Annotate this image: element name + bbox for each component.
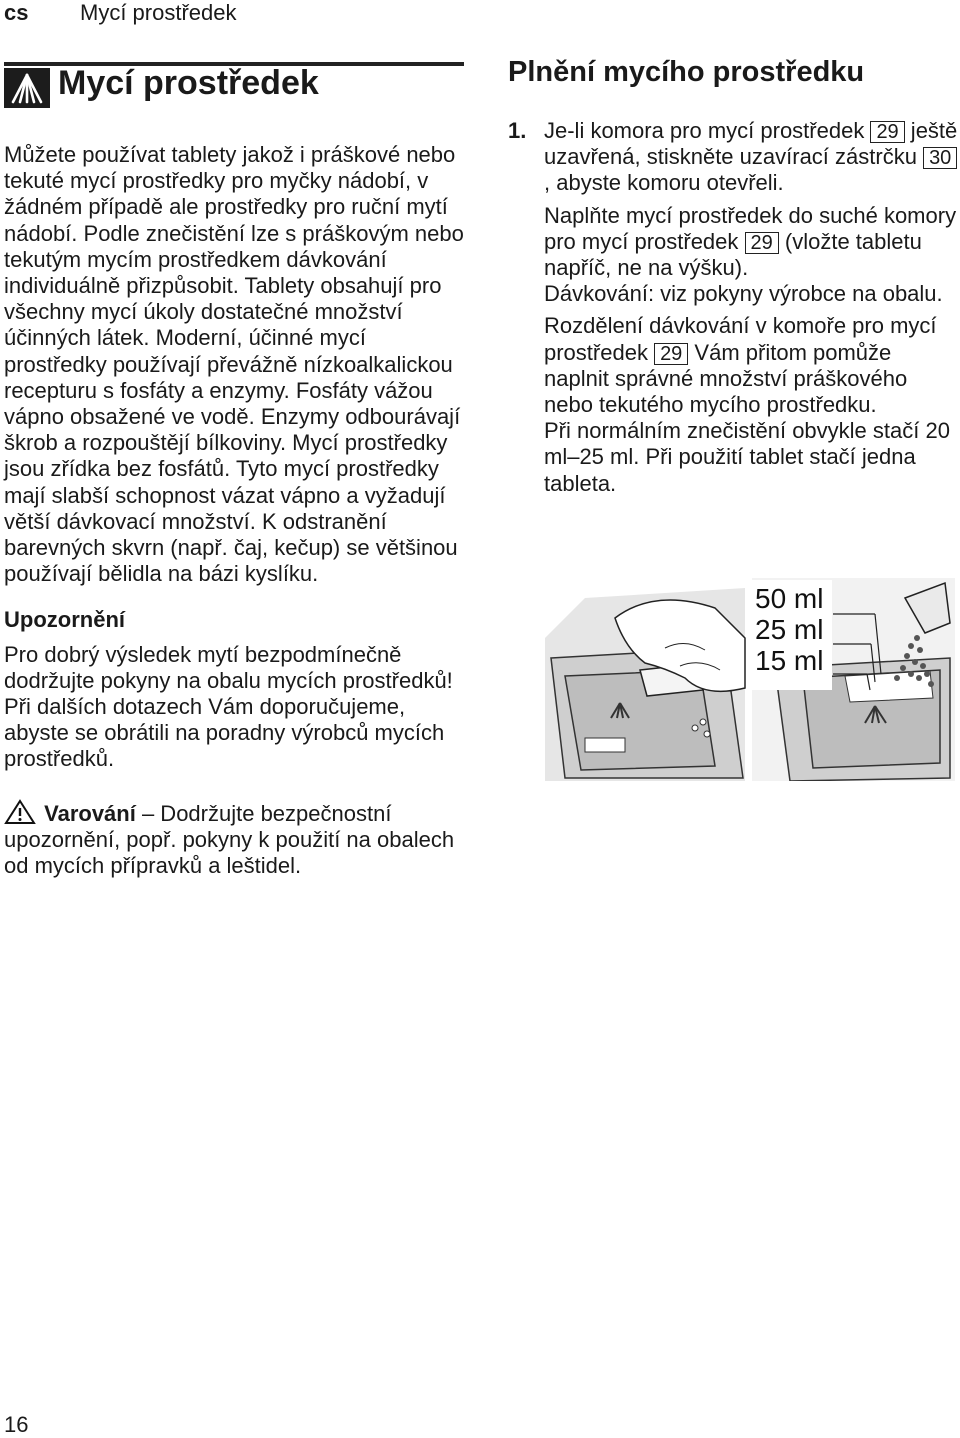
step-paragraph-open: Je-li komora pro mycí prostředek 29 ještě uzavřená, stiskněte uzavírací zástrčku 30, abyste komoru otevřeli. (544, 118, 958, 196)
ref-box: 30 (923, 147, 957, 169)
right-column (508, 56, 958, 497)
ref-box: 29 (745, 232, 779, 254)
powder-filling-drawing (752, 578, 955, 781)
ref-box: 29 (654, 343, 688, 365)
warning-text: – Dodržujte bezpečnostní upozornění, popř. pokyny k použití na obalech od mycích přípravků a leštidel. (4, 800, 455, 879)
note-paragraph: Pro dobrý výsledek mytí bezpodmínečně dodržujte pokyny na obalu mycích prostředků! (4, 641, 453, 693)
step-paragraph-distribution: Rozdělení dávkování v komoře pro mycí prostředek 29 Vám přitom pomůže naplnit správné množství práškového nebo tekutého mycího prostředku. Při normálním znečistění obvykle stačí 20 ml–25 ml. Při použití tablet stačí jedna tableta. (544, 313, 950, 496)
dosage-text: Dávkování: viz pokyny výrobce na obalu. (544, 281, 943, 307)
note-heading: Upozornění (4, 607, 125, 633)
tablet-insertion-drawing (545, 588, 745, 781)
note-paragraph-2: Při dalších dotazech Vám doporučujeme, abyste se obrátili na poradny výrobců mycích prostředků. (4, 694, 445, 772)
step-paragraph-fill: Naplňte mycí prostředek do suché komory pro mycí prostředek 29 (vložte tabletu napříč, ne na výšku). Dávkování: viz pokyny výrobce na obalu. (544, 202, 957, 307)
left-column (4, 142, 474, 879)
page-number: 16 (4, 1412, 29, 1437)
step-item (508, 118, 958, 497)
page-title: Mycí prostředek (58, 64, 319, 102)
warning-paragraph (4, 799, 474, 880)
intro-paragraph: Můžete používat tablety jakož i práškové nebo tekuté mycí prostředky pro myčky nádobí, v žádném případě ale prostředky pro ruční mytí nádobí. Podle znečistění lze s práškovým nebo tekutým mycím prostředkem dávkování individuálně přizpůsobit. Tablety obsahují pro všechny mycí úkoly dostatečné množství účinných látek. Moderní, účinné mycí prostředky používají převážně nízkoalkalickou recepturu s fosfáty a enzymy. Fosfáty vážou vápno obsažené ve vodě. Enzymy odbourávají škrob a rozpouštějí bílkoviny. Mycí prostředky jsou zřídka bez fosfátů. Tyto mycí prostředky mají slabší schopnost vázat vápno a vyžadují větší dávkovací množství. K odstranění barevných skvrn (např. čaj, kečup) se většinou používají bělidla na bázi kyslíku. (4, 142, 464, 587)
step-number: 1. (508, 118, 527, 143)
mark-50ml: 50 ml (755, 583, 824, 614)
mark-25ml: 25 ml (755, 614, 824, 645)
running-header: Mycí prostředek (80, 0, 237, 25)
warning-label: Varování (44, 800, 136, 826)
dispenser-illustration (545, 578, 955, 781)
section-heading: Plnění mycího prostředku (508, 56, 865, 88)
detergent-icon (4, 68, 50, 108)
mark-15ml: 15 ml (755, 645, 824, 676)
normal-dose-text: Při normálním znečistění obvykle stačí 20 ml–25 ml. Při použití tablet stačí jedna tableta. (544, 418, 950, 496)
ref-box: 29 (870, 121, 904, 143)
language-code: cs (4, 0, 29, 25)
warning-icon (4, 799, 38, 825)
